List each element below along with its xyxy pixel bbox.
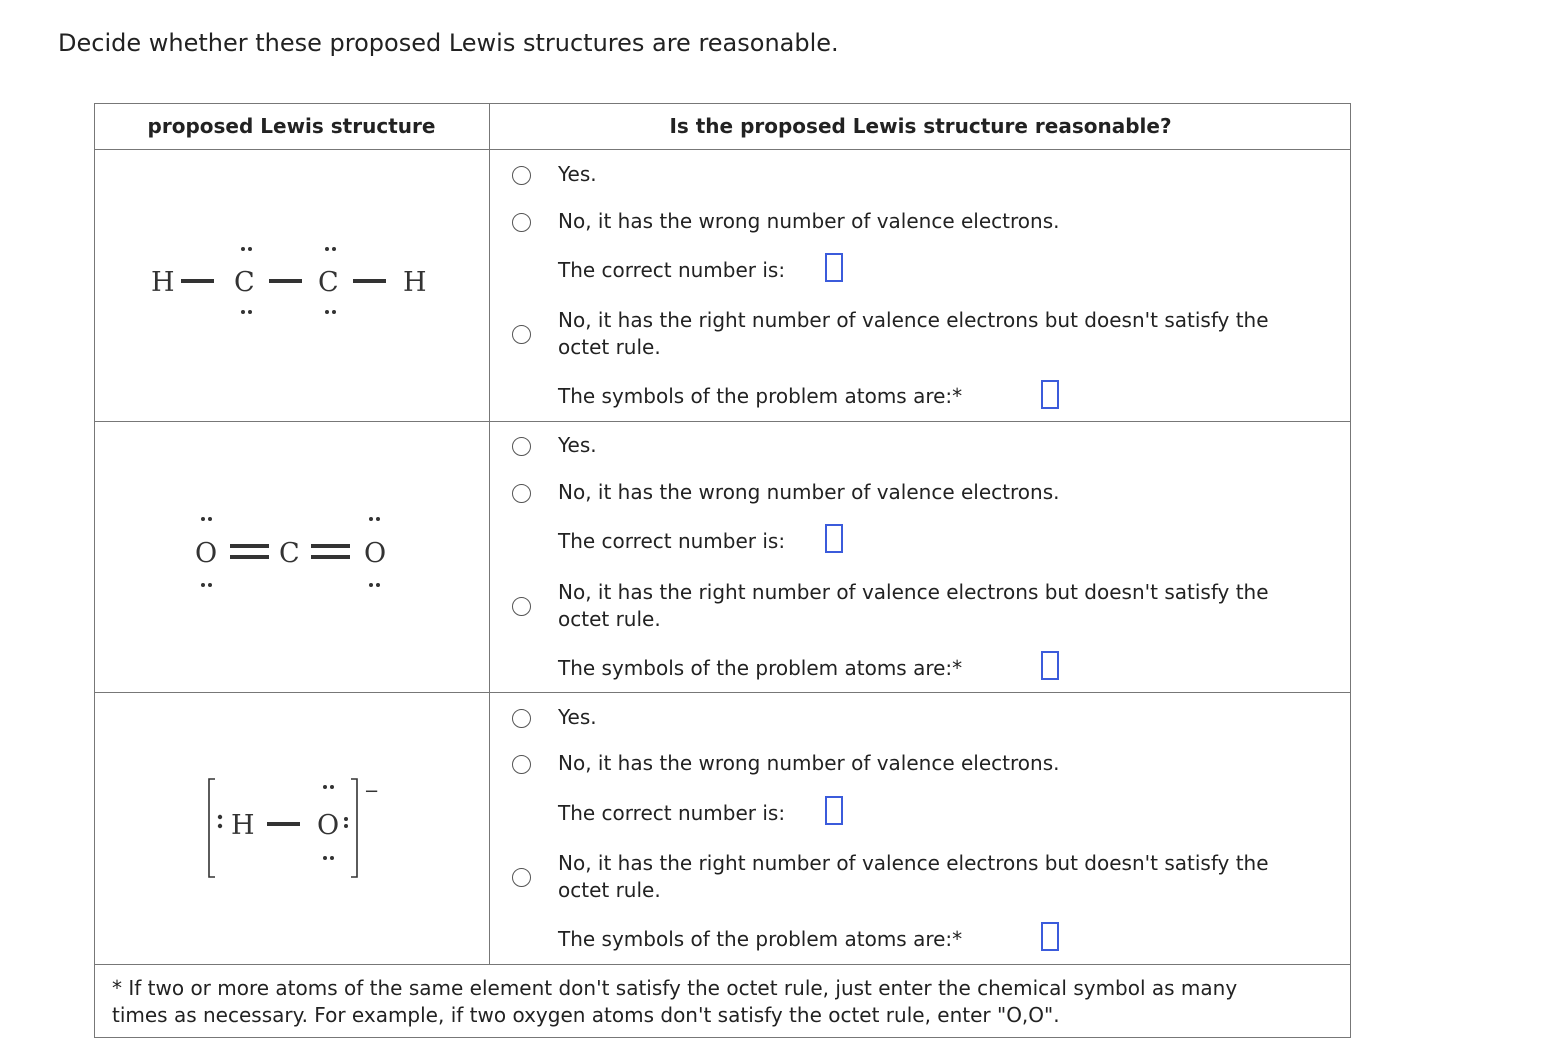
option-label: No, it has the right number of valence electrons but doesn't satisfy the: [558, 308, 1269, 332]
atom-c: C: [234, 267, 255, 298]
option-yes-row-2[interactable]: [512, 432, 1332, 460]
option-label: No, it has the right number of valence electrons but doesn't satisfy the: [558, 580, 1269, 604]
option-octet-row-3[interactable]: [512, 850, 1332, 906]
left-bracket: [209, 779, 215, 877]
option-label: No, it has the wrong number of valence electrons.: [558, 751, 1060, 775]
atom-o: O: [195, 538, 218, 569]
problem-atoms-label-3: The symbols of the problem atoms are:*: [558, 927, 963, 951]
radio-wrong-count-2[interactable]: [512, 484, 531, 503]
correct-number-label-3: The correct number is:: [558, 801, 786, 825]
option-wrong-count-row-2[interactable]: [512, 479, 1332, 507]
option-label: octet rule.: [558, 878, 661, 902]
footnote-divider: [94, 964, 1351, 965]
correct-number-input-1[interactable]: [825, 253, 843, 282]
option-wrong-count-row-1[interactable]: [512, 208, 1332, 236]
correct-number-label-1: The correct number is:: [558, 258, 786, 282]
option-label: No, it has the wrong number of valence electrons.: [558, 480, 1060, 504]
charge-label: −: [364, 781, 380, 802]
lewis-structure-carbon-dioxide: [94, 422, 489, 692]
option-wrong-count-row-3[interactable]: [512, 750, 1332, 778]
option-label: octet rule.: [558, 607, 661, 631]
question-prompt: Decide whether these proposed Lewis structures are reasonable.: [58, 29, 839, 57]
lewis-structure-ethane-like: [94, 150, 489, 421]
radio-octet-3[interactable]: [512, 868, 531, 887]
option-yes-row-3[interactable]: [512, 704, 1332, 732]
problem-atoms-label-1: The symbols of the problem atoms are:*: [558, 384, 963, 408]
lone-pair-dots: [218, 815, 222, 828]
atom-h: H: [151, 267, 175, 298]
header-is-reasonable: Is the proposed Lewis structure reasonable?: [669, 114, 1172, 138]
radio-yes-3[interactable]: [512, 709, 531, 728]
footnote: [112, 975, 1344, 1029]
structure-cell-2: [94, 422, 489, 692]
problem-atoms-label-2: The symbols of the problem atoms are:*: [558, 656, 963, 680]
lewis-structure-hydroxide-like: [94, 693, 489, 964]
atom-o: O: [317, 810, 340, 841]
problem-atoms-input-1[interactable]: [1041, 380, 1059, 409]
structure-cell-1: [94, 150, 489, 421]
correct-number-label-2: The correct number is:: [558, 529, 786, 553]
radio-wrong-count-1[interactable]: [512, 213, 531, 232]
option-octet-row-2[interactable]: [512, 579, 1332, 635]
radio-octet-2[interactable]: [512, 597, 531, 616]
option-label: Yes.: [558, 705, 597, 729]
option-label: No, it has the right number of valence electrons but doesn't satisfy the: [558, 851, 1269, 875]
atom-c: C: [318, 267, 339, 298]
option-octet-row-1[interactable]: [512, 307, 1332, 363]
column-divider: [489, 103, 490, 965]
radio-yes-2[interactable]: [512, 437, 531, 456]
right-bracket: [351, 779, 357, 877]
radio-wrong-count-3[interactable]: [512, 755, 531, 774]
option-label: Yes.: [558, 433, 597, 457]
correct-number-input-3[interactable]: [825, 796, 843, 825]
atom-h: H: [403, 267, 427, 298]
option-label: Yes.: [558, 162, 597, 186]
radio-yes-1[interactable]: [512, 166, 531, 185]
atom-o: O: [364, 538, 387, 569]
header-proposed-structure: proposed Lewis structure: [147, 114, 436, 138]
problem-atoms-input-3[interactable]: [1041, 922, 1059, 951]
correct-number-input-2[interactable]: [825, 524, 843, 553]
atom-h: H: [231, 810, 255, 841]
structure-cell-3: [94, 693, 489, 964]
option-label: octet rule.: [558, 335, 661, 359]
footnote-line: times as necessary. For example, if two oxygen atoms don't satisfy the octet rule, enter "O,O".: [112, 1003, 1060, 1027]
atom-c: C: [279, 538, 300, 569]
option-yes-row-1[interactable]: [512, 161, 1332, 189]
radio-octet-1[interactable]: [512, 325, 531, 344]
footnote-line: * If two or more atoms of the same element don't satisfy the octet rule, just enter the chemical symbol as many: [112, 976, 1238, 1000]
option-label: No, it has the wrong number of valence electrons.: [558, 209, 1060, 233]
problem-atoms-input-2[interactable]: [1041, 651, 1059, 680]
